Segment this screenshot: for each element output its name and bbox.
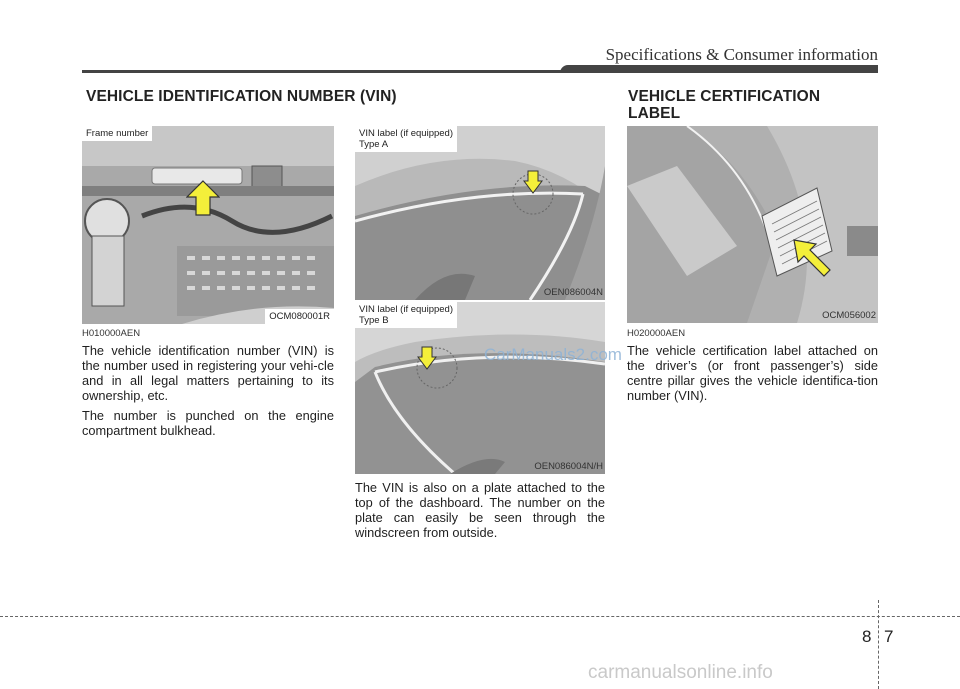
arrow-up-left-icon xyxy=(792,238,832,278)
vin-type-b-photo xyxy=(355,302,605,474)
cert-figure-code: OCM056002 xyxy=(822,310,876,321)
footer-site-watermark: carmanualsonline.info xyxy=(588,662,773,683)
header-rule xyxy=(82,70,878,73)
cert-label-photo xyxy=(627,126,878,323)
page-number: 7 xyxy=(884,627,894,646)
vin-type-a-code: OEN086004N xyxy=(543,287,603,298)
page-divider xyxy=(878,600,879,689)
vin-reference-code: H010000AEN xyxy=(82,328,141,339)
vin-type-b-code: OEN086004N/H xyxy=(534,461,603,472)
arrow-down-icon xyxy=(417,346,437,370)
vin-type-a-photo xyxy=(355,126,605,300)
arrow-up-icon xyxy=(186,180,220,216)
frame-number-label: Frame number xyxy=(82,126,152,141)
cert-paragraph: The vehicle certification label attached on the driver’s (or front passenger’s) side centre pillar gives the vehicle identifica-tion number (VIN). xyxy=(627,343,878,403)
frame-number-photo xyxy=(82,126,334,324)
dashboard-body-text xyxy=(355,480,605,545)
vin-type-a-label: VIN label (if equipped) Type A xyxy=(355,126,457,152)
cert-section-title: VEHICLE CERTIFICATION LABEL xyxy=(628,88,821,122)
chapter-number: 8 xyxy=(862,627,872,646)
frame-figure-code: OCM080001R xyxy=(265,309,334,324)
vin-body-text xyxy=(82,343,334,443)
header-title: Specifications & Consumer information xyxy=(605,45,878,64)
arrow-down-icon xyxy=(523,170,543,194)
cert-body-text xyxy=(627,343,878,408)
dashboard-paragraph: The VIN is also on a plate attached to the top of the dashboard. The number on the plate can easily be seen through the windscreen from outside. xyxy=(355,480,605,540)
vin-paragraph-2: The number is punched on the engine compartment bulkhead. xyxy=(82,408,334,438)
vin-section-title: VEHICLE IDENTIFICATION NUMBER (VIN) xyxy=(86,88,397,105)
vin-paragraph-1: The vehicle identification number (VIN) is the number used in registering your vehi-cle and in all legal matters pertaining to its ownership, etc. xyxy=(82,343,334,403)
vin-type-b-label: VIN label (if equipped) Type B xyxy=(355,302,457,328)
bottom-divider xyxy=(0,616,960,617)
cert-reference-code: H020000AEN xyxy=(627,328,686,339)
watermark: CarManuals2.com xyxy=(484,345,622,364)
